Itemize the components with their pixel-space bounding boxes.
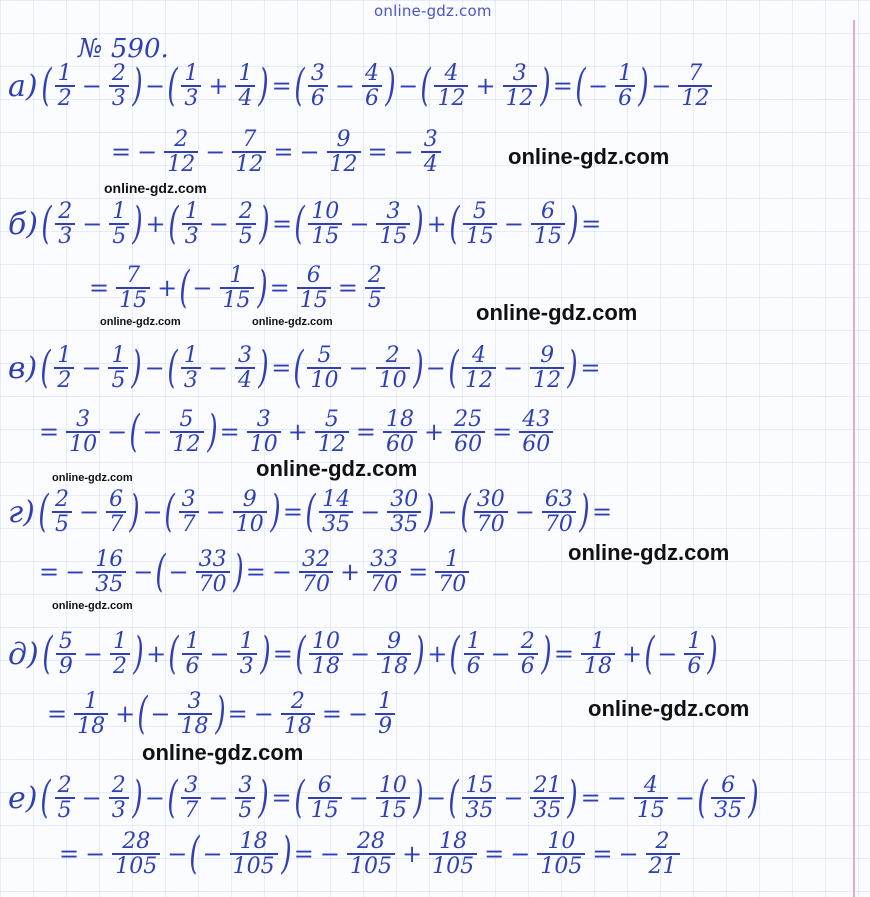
fraction bbox=[232, 128, 266, 176]
numerator: 15 bbox=[465, 773, 494, 798]
fraction bbox=[181, 62, 201, 110]
denominator: 6 bbox=[684, 653, 704, 678]
numerator: 6 bbox=[317, 773, 332, 798]
numerator: 18 bbox=[239, 829, 268, 854]
denominator: 105 bbox=[537, 853, 585, 878]
fraction bbox=[55, 774, 75, 822]
numerator: 1 bbox=[239, 629, 254, 654]
numerator: 9 bbox=[242, 487, 257, 512]
fraction bbox=[367, 548, 401, 596]
denominator: 10 bbox=[233, 511, 267, 536]
fraction bbox=[463, 200, 497, 248]
solution-b-line1: б) ( $\frac{2}{3}$ − $\frac{1}{5}$ ) + ( $\frac{1}{3}$ − $\frac{2}{5}$ ) = ( $\frac{10}{15}$ − $\frac{3}{15}$ ) + ( $\frac{5}{15}$ − $\frac{6}{15}$ ) = bbox=[8, 198, 602, 250]
denominator: 3 bbox=[182, 223, 202, 248]
fraction bbox=[315, 408, 349, 456]
numerator: 5 bbox=[317, 343, 332, 368]
fraction bbox=[678, 62, 712, 110]
fraction bbox=[376, 774, 410, 822]
denominator: 18 bbox=[178, 713, 212, 738]
fraction bbox=[74, 690, 108, 738]
fraction bbox=[235, 344, 255, 392]
fraction bbox=[182, 200, 202, 248]
numerator: 1 bbox=[57, 343, 72, 368]
numerator: 2 bbox=[111, 61, 126, 86]
numerator: 14 bbox=[322, 487, 351, 512]
denominator: 5 bbox=[365, 287, 385, 312]
watermark: online-gdz.com bbox=[568, 540, 730, 565]
fraction bbox=[230, 830, 278, 878]
fraction bbox=[299, 548, 333, 596]
numerator: 3 bbox=[386, 199, 401, 224]
numerator: 2 bbox=[520, 629, 535, 654]
numerator: 28 bbox=[357, 829, 385, 854]
denominator: 12 bbox=[503, 85, 537, 110]
denominator: 12 bbox=[327, 151, 361, 176]
numerator: 5 bbox=[324, 407, 339, 432]
numerator: 32 bbox=[302, 547, 330, 572]
numerator: 1 bbox=[113, 629, 127, 654]
fraction bbox=[112, 830, 160, 878]
numerator: 43 bbox=[522, 407, 551, 432]
fraction bbox=[365, 264, 385, 312]
denominator: 18 bbox=[74, 713, 108, 738]
numerator: 4 bbox=[444, 61, 459, 86]
denominator: 35 bbox=[319, 511, 353, 536]
denominator: 12 bbox=[315, 431, 349, 456]
denominator: 2 bbox=[55, 85, 75, 110]
fraction bbox=[531, 200, 565, 248]
fraction bbox=[308, 774, 342, 822]
fraction bbox=[327, 128, 361, 176]
fraction bbox=[196, 548, 230, 596]
numerator: 6 bbox=[721, 773, 736, 798]
numerator: 2 bbox=[55, 487, 70, 512]
fraction bbox=[55, 62, 75, 110]
denominator: 5 bbox=[108, 367, 128, 392]
numerator: 2 bbox=[385, 343, 400, 368]
solution-g-line2: = − $\frac{16}{35}$ − ( − $\frac{33}{70}$ ) = − $\frac{32}{70}$ + $\frac{33}{70}$ = $\frac{1}{70}$ bbox=[36, 548, 473, 596]
solution-a-line2: = − $\frac{2}{12}$ − $\frac{7}{12}$ = − $\frac{9}{12}$ = − $\frac{3}{4}$ bbox=[108, 128, 445, 176]
denominator: 6 bbox=[518, 653, 538, 678]
fraction bbox=[108, 344, 128, 392]
denominator: 6 bbox=[615, 85, 635, 110]
denominator: 70 bbox=[299, 571, 333, 596]
numerator: 16 bbox=[95, 547, 124, 572]
solution-e-line2: = − $\frac{28}{105}$ − ( − $\frac{18}{105}$ ) = − $\frac{28}{105}$ + $\frac{18}{105}$ = − $\frac{10}{105}$ = − $\frac{2}{21}$ bbox=[56, 830, 684, 878]
numerator: 3 bbox=[238, 773, 253, 798]
label-e: е) bbox=[8, 780, 38, 816]
numerator: 28 bbox=[122, 829, 151, 854]
fraction bbox=[462, 344, 496, 392]
watermark: online-gdz.com bbox=[142, 740, 304, 765]
solution-g-line1: г) ( $\frac{2}{5}$ − $\frac{6}{7}$ ) − ( $\frac{3}{7}$ − $\frac{9}{10}$ ) = ( $\frac{14}{35}$ − $\frac{30}{35}$ ) − ( $\frac{30}{70}$ − $\frac{63}{70}$ ) = bbox=[8, 486, 613, 538]
numerator: 1 bbox=[238, 61, 253, 86]
denominator: 3 bbox=[181, 85, 201, 110]
fraction bbox=[164, 128, 198, 176]
denominator: 12 bbox=[678, 85, 712, 110]
denominator: 105 bbox=[347, 853, 395, 878]
denominator: 12 bbox=[232, 151, 266, 176]
watermark: online-gdz.com bbox=[104, 180, 207, 196]
denominator: 70 bbox=[435, 571, 469, 596]
numerator: 10 bbox=[312, 629, 341, 654]
numerator: 1 bbox=[618, 61, 633, 86]
fraction bbox=[435, 548, 469, 596]
denominator: 5 bbox=[235, 797, 255, 822]
numerator: 30 bbox=[390, 487, 419, 512]
fraction bbox=[375, 690, 395, 738]
fraction bbox=[52, 488, 72, 536]
numerator: 18 bbox=[439, 829, 468, 854]
denominator: 15 bbox=[634, 797, 668, 822]
watermark: online-gdz.com bbox=[476, 300, 638, 325]
denominator: 18 bbox=[581, 653, 615, 678]
fraction bbox=[646, 830, 680, 878]
denominator: 3 bbox=[55, 223, 75, 248]
numerator: 7 bbox=[242, 127, 257, 152]
solution-d-line2: = $\frac{1}{18}$ + ( − $\frac{3}{18}$ ) = − $\frac{2}{18}$ = − $\frac{1}{9}$ bbox=[44, 690, 399, 738]
denominator: 9 bbox=[56, 653, 76, 678]
denominator: 10 bbox=[376, 367, 410, 392]
watermark: online-gdz.com bbox=[52, 600, 133, 612]
numerator: 1 bbox=[184, 199, 199, 224]
numerator: 4 bbox=[643, 773, 658, 798]
fraction bbox=[281, 690, 315, 738]
fraction bbox=[220, 264, 254, 312]
label-a: а) bbox=[8, 68, 38, 104]
fraction bbox=[247, 408, 281, 456]
denominator: 12 bbox=[434, 85, 468, 110]
numerator: 33 bbox=[370, 547, 399, 572]
denominator: 12 bbox=[462, 367, 496, 392]
denominator: 4 bbox=[421, 151, 441, 176]
fraction bbox=[179, 488, 199, 536]
denominator: 70 bbox=[196, 571, 230, 596]
denominator: 5 bbox=[55, 797, 75, 822]
denominator: 3 bbox=[109, 797, 129, 822]
denominator: 70 bbox=[367, 571, 401, 596]
fraction bbox=[451, 408, 485, 456]
denominator: 15 bbox=[116, 287, 150, 312]
fraction bbox=[181, 344, 201, 392]
numerator: 3 bbox=[238, 343, 253, 368]
fraction bbox=[530, 774, 564, 822]
numerator: 2 bbox=[367, 263, 382, 288]
fraction bbox=[109, 774, 129, 822]
fraction bbox=[684, 630, 704, 678]
fraction bbox=[615, 62, 635, 110]
fraction bbox=[518, 630, 538, 678]
fraction bbox=[519, 408, 553, 456]
numerator: 3 bbox=[256, 407, 271, 432]
denominator: 35 bbox=[711, 797, 745, 822]
numerator: 4 bbox=[472, 343, 487, 368]
denominator: 3 bbox=[237, 653, 257, 678]
denominator: 6 bbox=[182, 653, 202, 678]
fraction bbox=[319, 488, 353, 536]
denominator: 15 bbox=[308, 797, 342, 822]
fraction bbox=[530, 344, 564, 392]
fraction bbox=[235, 774, 255, 822]
numerator: 2 bbox=[111, 773, 126, 798]
denominator: 10 bbox=[247, 431, 281, 456]
fraction bbox=[421, 128, 441, 176]
numerator: 1 bbox=[229, 263, 244, 288]
denominator: 105 bbox=[230, 853, 278, 878]
fraction bbox=[634, 774, 668, 822]
denominator: 3 bbox=[109, 85, 129, 110]
fraction bbox=[542, 488, 576, 536]
numerator: 25 bbox=[454, 407, 483, 432]
numerator: 3 bbox=[187, 689, 202, 714]
numerator: 2 bbox=[58, 199, 73, 224]
numerator: 1 bbox=[466, 629, 481, 654]
fraction bbox=[235, 62, 255, 110]
solution-d-line1: д) ( $\frac{5}{9}$ − $\frac{1}{2}$ ) + ( $\frac{1}{6}$ − $\frac{1}{3}$ ) = ( $\frac{10}{18}$ − $\frac{9}{18}$ ) + ( $\frac{1}{6}$ − $\frac{2}{6}$ ) = $\frac{1}{18}$ + ( − $\frac{1}{6}$ ) bbox=[8, 628, 719, 680]
fraction bbox=[66, 408, 100, 456]
numerator: 2 bbox=[57, 773, 72, 798]
fraction bbox=[711, 774, 745, 822]
exercise-title: № 590. bbox=[78, 34, 169, 64]
numerator: 1 bbox=[185, 629, 200, 654]
fraction bbox=[383, 408, 417, 456]
numerator: 3 bbox=[310, 61, 325, 86]
fraction bbox=[236, 200, 256, 248]
denominator: 35 bbox=[92, 571, 126, 596]
fraction bbox=[308, 62, 328, 110]
denominator: 7 bbox=[106, 511, 126, 536]
denominator: 6 bbox=[464, 653, 484, 678]
denominator: 60 bbox=[383, 431, 417, 456]
numerator: 1 bbox=[184, 61, 199, 86]
fraction bbox=[362, 62, 382, 110]
fraction bbox=[377, 630, 411, 678]
fraction bbox=[309, 630, 343, 678]
fraction bbox=[56, 630, 76, 678]
denominator: 60 bbox=[519, 431, 553, 456]
label-b: б) bbox=[8, 206, 39, 242]
denominator: 5 bbox=[236, 223, 256, 248]
denominator: 6 bbox=[362, 85, 382, 110]
fraction bbox=[106, 488, 126, 536]
denominator: 105 bbox=[112, 853, 160, 878]
numerator: 6 bbox=[306, 263, 321, 288]
denominator: 5 bbox=[52, 511, 72, 536]
denominator: 15 bbox=[297, 287, 331, 312]
numerator: 18 bbox=[386, 407, 414, 432]
fraction bbox=[376, 344, 410, 392]
watermark: online-gdz.com bbox=[100, 316, 181, 328]
watermark: online-gdz.com bbox=[508, 144, 670, 169]
numerator: 9 bbox=[336, 127, 351, 152]
denominator: 15 bbox=[376, 797, 410, 822]
denominator: 70 bbox=[542, 511, 576, 536]
numerator: 3 bbox=[181, 487, 196, 512]
fraction bbox=[109, 200, 129, 248]
denominator: 18 bbox=[309, 653, 343, 678]
denominator: 15 bbox=[376, 223, 410, 248]
numerator: 2 bbox=[290, 689, 305, 714]
watermark: online-gdz.com bbox=[52, 472, 133, 484]
numerator: 10 bbox=[547, 829, 576, 854]
fraction bbox=[387, 488, 421, 536]
fraction bbox=[503, 62, 537, 110]
numerator: 3 bbox=[76, 407, 91, 432]
solution-b-line2: = $\frac{7}{15}$ + ( − $\frac{1}{15}$ ) = $\frac{6}{15}$ = $\frac{2}{5}$ bbox=[86, 264, 389, 312]
denominator: 105 bbox=[429, 853, 477, 878]
numerator: 6 bbox=[540, 199, 555, 224]
denominator: 15 bbox=[308, 223, 342, 248]
numerator: 3 bbox=[512, 61, 527, 86]
fraction bbox=[55, 200, 75, 248]
fraction bbox=[233, 488, 267, 536]
label-v: в) bbox=[8, 350, 38, 386]
fraction bbox=[376, 200, 410, 248]
denominator: 18 bbox=[377, 653, 411, 678]
watermark: online-gdz.com bbox=[588, 696, 750, 721]
numerator: 1 bbox=[378, 689, 393, 714]
numerator: 5 bbox=[58, 629, 73, 654]
numerator: 5 bbox=[179, 407, 194, 432]
fraction bbox=[116, 264, 150, 312]
numerator: 33 bbox=[198, 547, 227, 572]
denominator: 35 bbox=[387, 511, 421, 536]
fraction bbox=[462, 774, 496, 822]
denominator: 2 bbox=[54, 367, 74, 392]
denominator: 7 bbox=[179, 511, 199, 536]
header-watermark: online-gdz.com bbox=[374, 2, 492, 20]
denominator: 12 bbox=[170, 431, 204, 456]
fraction bbox=[429, 830, 477, 878]
numerator: 1 bbox=[445, 547, 460, 572]
denominator: 21 bbox=[646, 853, 680, 878]
numerator: 1 bbox=[111, 343, 126, 368]
numerator: 2 bbox=[174, 127, 189, 152]
fraction bbox=[434, 62, 468, 110]
numerator: 7 bbox=[688, 61, 703, 86]
numerator: 3 bbox=[184, 773, 199, 798]
fraction bbox=[474, 488, 508, 536]
numerator: 7 bbox=[126, 263, 141, 288]
fraction bbox=[464, 630, 484, 678]
watermark: online-gdz.com bbox=[252, 316, 333, 328]
denominator: 10 bbox=[307, 367, 341, 392]
numerator: 1 bbox=[590, 629, 605, 654]
denominator: 18 bbox=[281, 713, 315, 738]
watermark: online-gdz.com bbox=[256, 456, 418, 481]
fraction bbox=[237, 630, 257, 678]
denominator: 3 bbox=[181, 367, 201, 392]
numerator: 6 bbox=[109, 487, 124, 512]
denominator: 12 bbox=[530, 367, 564, 392]
fraction bbox=[92, 548, 126, 596]
numerator: 9 bbox=[387, 629, 402, 654]
denominator: 70 bbox=[474, 511, 508, 536]
fraction bbox=[178, 690, 212, 738]
numerator: 2 bbox=[655, 829, 670, 854]
denominator: 15 bbox=[220, 287, 254, 312]
solution-v-line1: в) ( $\frac{1}{2}$ − $\frac{1}{5}$ ) − ( $\frac{1}{3}$ − $\frac{3}{4}$ ) = ( $\frac{5}{10}$ − $\frac{2}{10}$ ) − ( $\frac{4}{12}$ − $\frac{9}{12}$ ) = bbox=[8, 342, 601, 394]
numerator: 9 bbox=[540, 343, 555, 368]
numerator: 1 bbox=[183, 343, 198, 368]
numerator: 21 bbox=[533, 773, 562, 798]
fraction bbox=[109, 62, 129, 110]
numerator: 1 bbox=[57, 61, 72, 86]
denominator: 4 bbox=[235, 85, 255, 110]
fraction bbox=[110, 630, 130, 678]
denominator: 12 bbox=[164, 151, 198, 176]
denominator: 7 bbox=[181, 797, 201, 822]
numerator: 5 bbox=[472, 199, 487, 224]
denominator: 15 bbox=[463, 223, 497, 248]
solution-v-line2: = $\frac{3}{10}$ − ( − $\frac{5}{12}$ ) = $\frac{3}{10}$ + $\frac{5}{12}$ = $\frac{18}{60}$ + $\frac{25}{60}$ = $\frac{43}{60}$ bbox=[36, 408, 557, 456]
fraction bbox=[170, 408, 204, 456]
denominator: 10 bbox=[66, 431, 100, 456]
fraction bbox=[182, 630, 202, 678]
fraction bbox=[307, 344, 341, 392]
fraction bbox=[581, 630, 615, 678]
denominator: 4 bbox=[235, 367, 255, 392]
denominator: 35 bbox=[530, 797, 564, 822]
numerator: 1 bbox=[84, 689, 99, 714]
numerator: 3 bbox=[423, 127, 438, 152]
numerator: 1 bbox=[687, 629, 702, 654]
label-d: д) bbox=[8, 636, 39, 672]
numerator: 1 bbox=[112, 199, 127, 224]
denominator: 6 bbox=[308, 85, 328, 110]
numerator: 2 bbox=[238, 199, 253, 224]
fraction bbox=[297, 264, 331, 312]
denominator: 5 bbox=[109, 223, 129, 248]
fraction bbox=[308, 200, 342, 248]
fraction bbox=[347, 830, 395, 878]
numerator: 4 bbox=[365, 61, 379, 86]
denominator: 2 bbox=[110, 653, 130, 678]
numerator: 30 bbox=[476, 487, 505, 512]
denominator: 15 bbox=[531, 223, 565, 248]
fraction bbox=[54, 344, 74, 392]
denominator: 35 bbox=[462, 797, 496, 822]
numerator: 63 bbox=[544, 487, 573, 512]
solution-e-line1: е) ( $\frac{2}{5}$ − $\frac{2}{3}$ ) − ( $\frac{3}{7}$ − $\frac{3}{5}$ ) = ( $\frac{6}{15}$ − $\frac{10}{15}$ ) − ( $\frac{15}{35}$ − $\frac{21}{35}$ ) = − $\frac{4}{15}$ − ( $\frac{6}{35}$ ) bbox=[8, 772, 759, 824]
fraction bbox=[537, 830, 585, 878]
numerator: 10 bbox=[378, 773, 407, 798]
fraction bbox=[181, 774, 201, 822]
solution-a-line1: а) ( $\frac{1}{2}$ − $\frac{2}{3}$ ) − ( $\frac{1}{3}$ + $\frac{1}{4}$ ) = ( $\frac{3}{6}$ − $\frac{4}{6}$ ) − ( $\frac{4}{12}$ + $\frac{3}{12}$ ) = ( − $\frac{1}{6}$ ) − $\frac{7}{12}$ bbox=[8, 62, 716, 110]
denominator: 60 bbox=[451, 431, 485, 456]
denominator: 9 bbox=[375, 713, 395, 738]
numerator: 10 bbox=[311, 199, 340, 224]
margin-line bbox=[853, 20, 855, 897]
label-g: г) bbox=[8, 494, 35, 530]
